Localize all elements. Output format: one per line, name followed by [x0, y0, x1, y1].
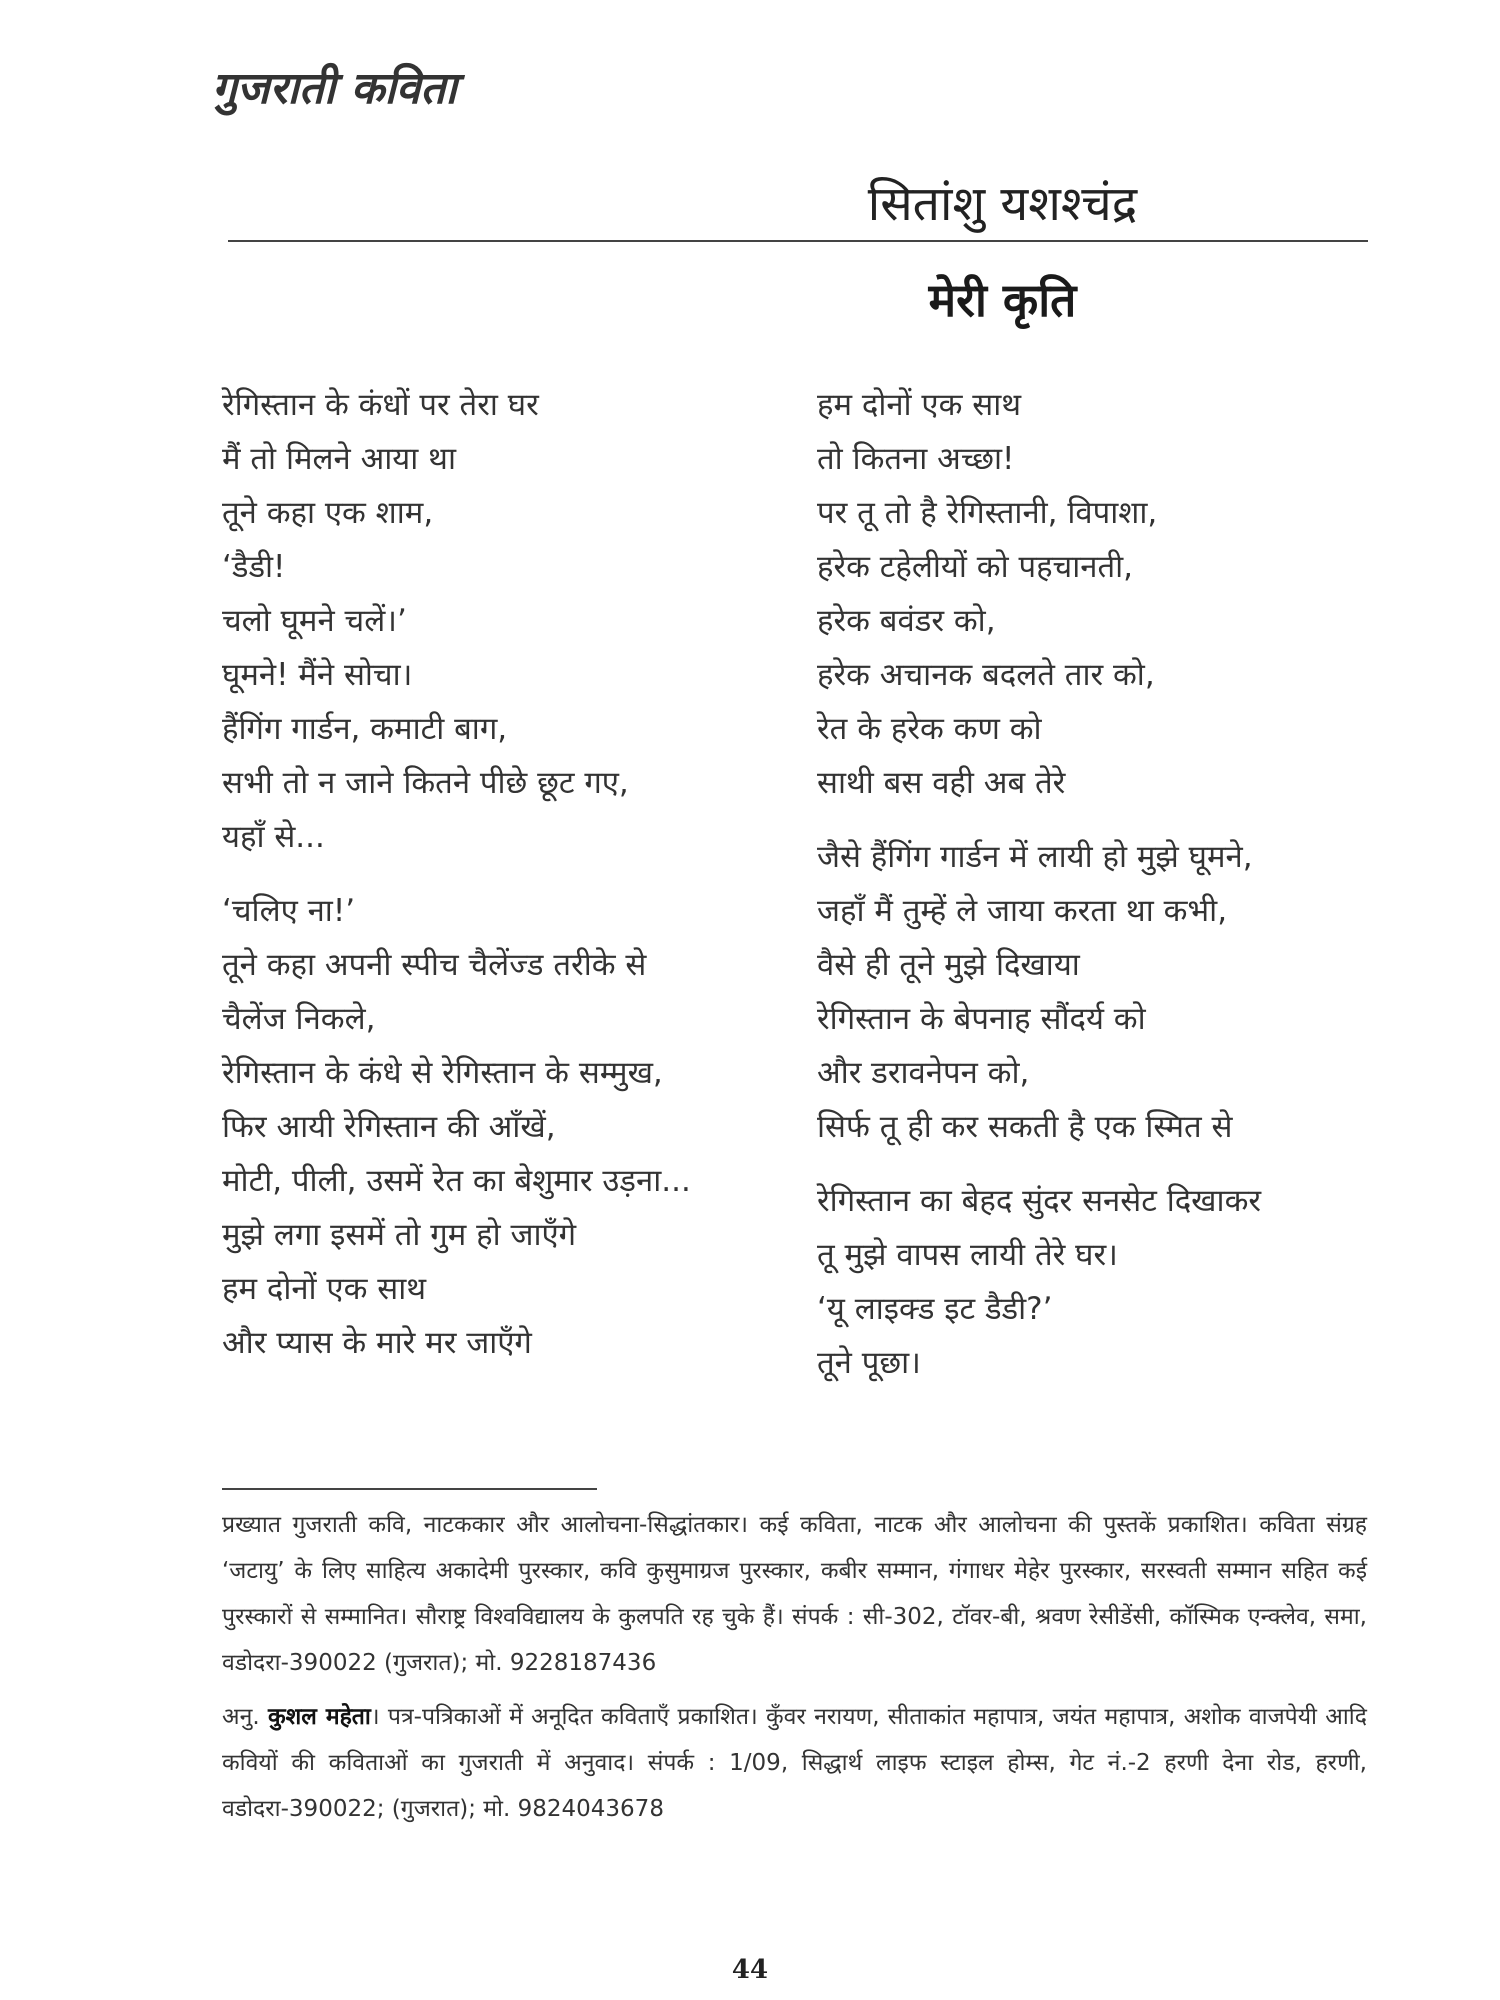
- stanza: [817, 378, 1377, 810]
- stanza: [222, 378, 792, 864]
- poem-line: चैलेंज निकले,: [222, 1001, 376, 1037]
- poem-line: रेगिस्तान का बेहद सुंदर सनसेट दिखाकर: [817, 1183, 1262, 1219]
- page-number: 44: [731, 1955, 769, 1985]
- poem-title: मेरी कृति: [928, 273, 1077, 327]
- poem-line: सभी तो न जाने कितने पीछे छूट गए,: [222, 765, 629, 801]
- poem-line: तो कितना अच्छा!: [817, 441, 1015, 477]
- poem-line: और प्यास के मारे मर जाएँगे: [222, 1325, 532, 1361]
- header-divider: [228, 240, 1368, 242]
- poem-line: मुझे लगा इसमें तो गुम हो जाएँगे: [222, 1217, 577, 1253]
- poem-line: ‘यू लाइक्ड इट डैडी?’: [817, 1291, 1053, 1327]
- poem-line: रेगिस्तान के बेपनाह सौंदर्य को: [817, 1001, 1146, 1037]
- poem-line: रेगिस्तान के कंधों पर तेरा घर: [222, 387, 539, 423]
- poem-line: मैं तो मिलने आया था: [222, 441, 456, 477]
- poem-line: घूमने! मैंने सोचा।: [222, 657, 413, 693]
- poem-line: हैंगिंग गार्डन, कमाटी बाग,: [222, 711, 508, 747]
- section-label: गुजराती कविता: [212, 63, 457, 114]
- stanza: [817, 830, 1377, 1154]
- poem-line: फिर आयी रेगिस्तान की आँखें,: [222, 1109, 556, 1145]
- poem-line: रेगिस्तान के कंधे से रेगिस्तान के सम्मुख,: [222, 1055, 663, 1091]
- stanza: [817, 1174, 1377, 1390]
- poem-line: तूने कहा अपनी स्पीच चैलेंज्ड तरीके से: [222, 947, 647, 983]
- poem-line: ‘डैडी!: [222, 549, 286, 585]
- poem-line: वैसे ही तूने मुझे दिखाया: [817, 947, 1080, 983]
- footnote-divider: [222, 1488, 597, 1490]
- footnotes: [222, 1502, 1367, 1840]
- poem-line: रेत के हरेक कण को: [817, 711, 1042, 747]
- poem-line: हम दोनों एक साथ: [817, 387, 1022, 423]
- author-bio: प्रख्यात गुजराती कवि, नाटककार और आलोचना-सिद्धांतकार। कई कविता, नाटक और आलोचना की पुस्तकें प्रकाशित। कविता संग्रह ‘जटायु’ के लिए साहित्य अकादेमी पुरस्कार, कवि कुसुमाग्रज पुरस्कार, कबीर सम्मान, गंगाधर मेहेर पुरस्कार, सरस्वती सम्मान सहित कई पुरस्कारों से सम्मानित। सौराष्ट्र विश्वविद्यालय के कुलपति रह चुके हैं। संपर्क : सी-302, टॉवर-बी, श्रवण रेसीडेंसी, कॉस्मिक एन्क्लेव, समा, वडोदरा-390022 (गुजरात); मो. 9228187436: [222, 1512, 1367, 1676]
- poem-line: पर तू तो है रेगिस्तानी, विपाशा,: [817, 495, 1158, 531]
- poem-line: हरेक टहेलीयों को पहचानती,: [817, 549, 1134, 585]
- poem-line: जहाँ मैं तुम्हें ले जाया करता था कभी,: [817, 893, 1228, 929]
- translator-note: [222, 1694, 1367, 1832]
- author-name: सितांशु यशश्चंद्र: [867, 176, 1138, 232]
- poem-right-column: [817, 378, 1377, 1410]
- poem-line: यहाँ से...: [222, 819, 325, 855]
- poem-line: और डरावनेपन को,: [817, 1055, 1030, 1091]
- poem-left-column: [222, 378, 792, 1390]
- poem-line: तू मुझे वापस लायी तेरे घर।: [817, 1237, 1118, 1273]
- poem-line: हम दोनों एक साथ: [222, 1271, 427, 1307]
- poem-line: साथी बस वही अब तेरे: [817, 765, 1066, 801]
- translator-bio: । पत्र-पत्रिकाओं में अनूदित कविताएँ प्रकाशित। कुँवर नरायण, सीताकांत महापात्र, जयंत महापात्र, अशोक वाजपेयी आदि कवियों की कविताओं का गुजराती में अनुवाद। संपर्क : 1/09, सिद्धार्थ लाइफ स्टाइल होम्स, गेट नं.-2 हरणी देना रोड, हरणी, वडोदरा-390022; (गुजरात); मो. 9824043678: [222, 1704, 1367, 1822]
- poem-line: सिर्फ तू ही कर सकती है एक स्मित से: [817, 1109, 1233, 1145]
- poem-line: जैसे हैंगिंग गार्डन में लायी हो मुझे घूमने,: [817, 839, 1253, 875]
- poem-line: चलो घूमने चलें।’: [222, 603, 407, 639]
- poem-line: ‘चलिए ना!’: [222, 893, 356, 929]
- poem-line: हरेक बवंडर को,: [817, 603, 996, 639]
- poem-line: तूने कहा एक शाम,: [222, 495, 434, 531]
- poem-line: हरेक अचानक बदलते तार को,: [817, 657, 1155, 693]
- translator-name: कुशल महेता: [267, 1704, 371, 1730]
- translator-prefix: अनु.: [222, 1704, 260, 1730]
- stanza: [222, 884, 792, 1370]
- poem-line: मोटी, पीली, उसमें रेत का बेशुमार उड़ना...: [222, 1163, 691, 1199]
- poem-line: तूने पूछा।: [817, 1345, 921, 1381]
